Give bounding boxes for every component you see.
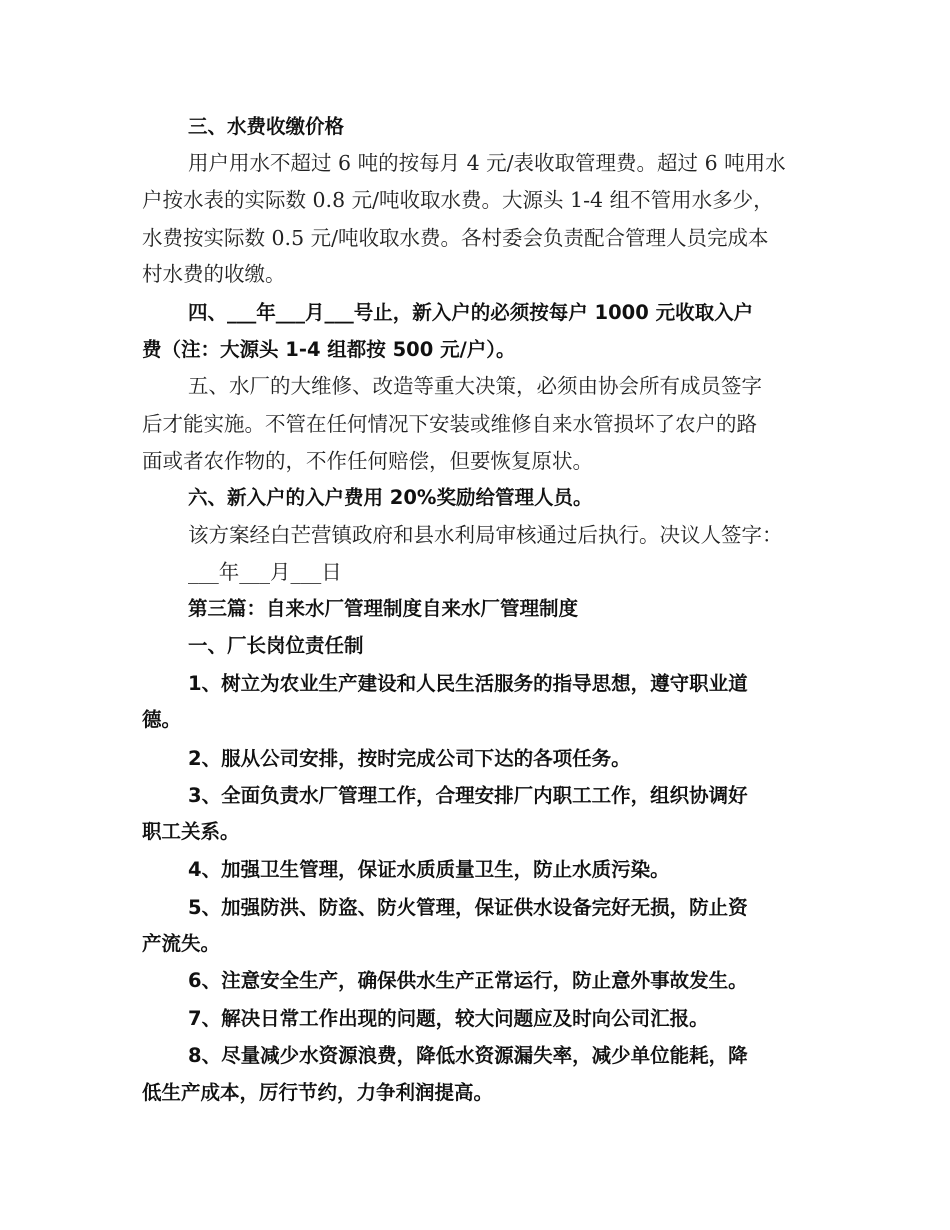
list-item-line: 7、解决日常工作出现的问题，较大问题应及时向公司汇报。: [188, 1007, 709, 1030]
list-item-line: 职工关系。: [142, 820, 240, 843]
list-item-line: 8、尽量减少水资源浪费，降低水资源漏失率，减少单位能耗，降: [188, 1044, 748, 1067]
list-item-line: 低生产成本，厉行节约，力争利润提高。: [142, 1081, 494, 1104]
list-item-line: 2、服从公司安排，按时完成公司下达的各项任务。: [188, 747, 631, 770]
paragraph-line: 用户用水不超过 6 吨的按每月 4 元/表收取管理费。超过 6 吨用水: [188, 151, 786, 175]
section-heading-water-price: 三、水费收缴价格: [188, 115, 345, 138]
list-item-line: 4、加强卫生管理，保证水质质量卫生，防止水质污染。: [188, 858, 670, 881]
paragraph-line: 五、水厂的大维修、改造等重大决策，必须由协会所有成员签字: [188, 374, 762, 398]
list-item-line: 产流失。: [142, 932, 221, 955]
paragraph-line: 该方案经白芒营镇政府和县水利局审核通过后执行。决议人签字：: [188, 523, 783, 547]
section-heading-director: 一、厂长岗位责任制: [188, 634, 364, 657]
date-signature-line: ___年___月___日: [188, 560, 342, 584]
paragraph-line: 后才能实施。不管在任何情况下安装或维修自来水管损坏了农户的路: [142, 412, 757, 436]
paragraph-line: 户按水表的实际数 0.8 元/吨收取水费。大源头 1-4 组不管用水多少，: [142, 188, 774, 212]
paragraph-line-bold: 四、___年___月___号止，新入户的必须按每户 1000 元收取入户: [188, 301, 754, 324]
list-item-line: 6、注意安全生产，确保供水生产正常运行，防止意外事故发生。: [188, 969, 748, 992]
paragraph-line: 水费按实际数 0.5 元/吨收取水费。各村委会负责配合管理人员完成本: [142, 226, 769, 250]
paragraph-line: 面或者农作物的，不作任何赔偿，但要恢复原状。: [142, 449, 593, 473]
paragraph-line-bold: 六、新入户的入户费用 20%奖励给管理人员。: [188, 486, 593, 509]
paragraph-line-bold: 费（注：大源头 1-4 组都按 500 元/户）。: [142, 338, 516, 361]
list-item-line: 德。: [142, 708, 182, 731]
list-item-line: 1、树立为农业生产建设和人民生活服务的指导思想，遵守职业道: [188, 672, 748, 695]
chapter-title: 第三篇：自来水厂管理制度自来水厂管理制度: [188, 597, 579, 620]
list-item-line: 5、加强防洪、防盗、防火管理，保证供水设备完好无损，防止资: [188, 896, 748, 919]
paragraph-line: 村水费的收缴。: [142, 262, 286, 286]
list-item-line: 3、全面负责水厂管理工作，合理安排厂内职工工作，组织协调好: [188, 784, 748, 807]
